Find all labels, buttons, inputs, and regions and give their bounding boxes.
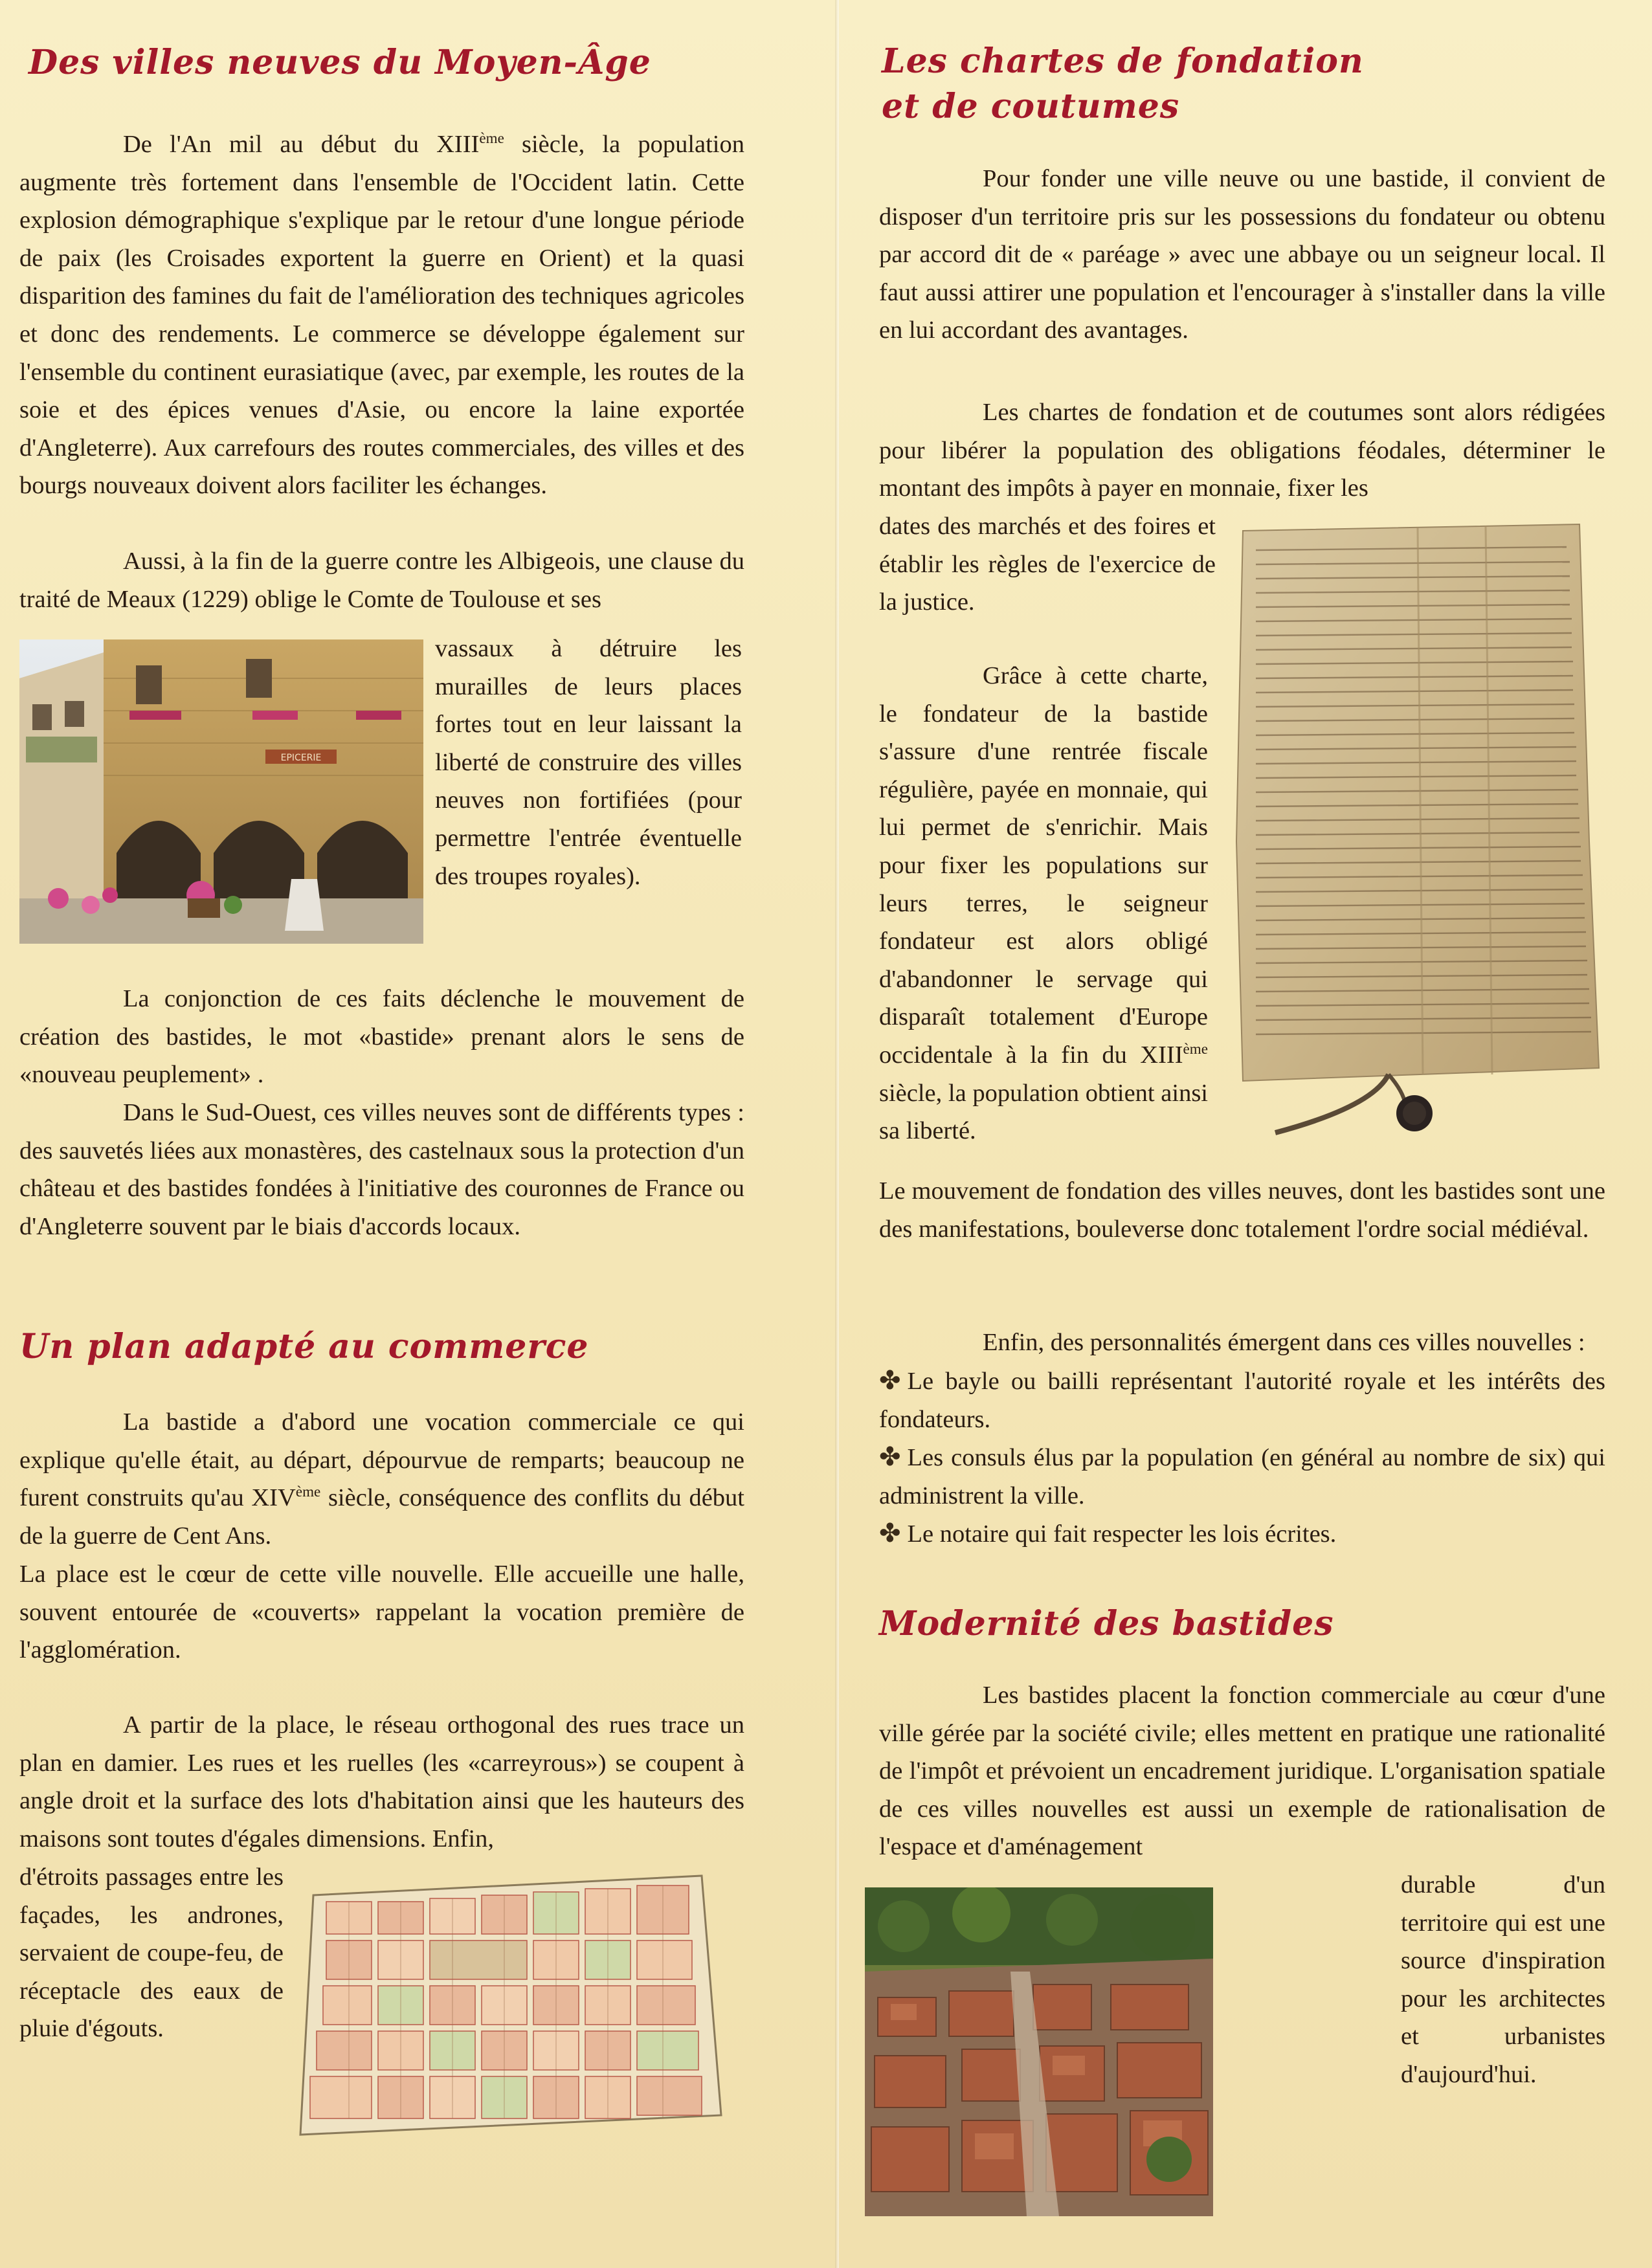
chartes-paragraph-3: Grâce à cette charte, le fondateur de la bastide s'assure d'une rentrée fiscale régulière, payée en monnaie, qui lui permet de s'enrichir. Mais pour fixer les populations sur leurs terres, le seigneur fondateur est alors obligé d'abandonner le servage qui disparaît totalement d'Europe occidentale à la fin du XIIIème siècle, la population obtient ainsi sa liberté.	[879, 662, 1208, 1145]
charter-parchment-image	[1217, 518, 1607, 1159]
chartes-paragraph-1: Pour fonder une ville neuve ou une bastide, il convient de disposer d'un territoire pris sur les possessions du fondateur ou obtenu par accord dit de « paréage » avec une abbaye ou un seigneur local. Il faut aussi attirer une population et l'encourager à s'installer dans la ville en lui accordant des avantages.	[879, 165, 1605, 344]
epicerie-sign: EPICERIE	[280, 753, 322, 763]
list-item: ✤ Le bayle ou bailli représentant l'autorité royale et les intérêts des fondateurs.	[879, 1362, 1605, 1438]
triskele-icon: ✤	[879, 1442, 901, 1472]
triskele-icon: ✤	[879, 1366, 901, 1395]
chartes-paragraph-2-wrap: dates des marchés et des foires et établir les règles de l'exercice de la justice.	[879, 513, 1216, 616]
plan-paragraph-1: La bastide a d'abord une vocation commerciale ce qui explique qu'elle était, au départ, dépourvue de remparts; beaucoup ne furent construits qu'au XIVème siècle, conséquence des conflits du début de la guerre de Cent Ans.	[19, 1408, 744, 1550]
modernite-paragraph-1: Les bastides placent la fonction commerciale au cœur d'une ville gérée par la société civile; elles mettent en pratique une rationalité de l'impôt et prévoient un encadrement juridique. L'organisation spatiale de ces villes nouvelles est aussi un exemple de rationalisation de l'espace et d'aménagement	[879, 1682, 1605, 1861]
section-title-plan: Un plan adapté au commerce	[19, 1327, 589, 1366]
chartes-paragraph-2: Les chartes de fondation et de coutumes sont alors rédigées pour libérer la population des obligations féodales, déterminer le montant des impôts à payer en monnaie, fixer les	[879, 399, 1605, 502]
bastide-cadastral-plan-map	[287, 1869, 728, 2141]
plan-paragraph-3: A partir de la place, le réseau orthogonal des rues trace un plan en damier. Les rues et les ruelles (les «carreyrous») se coupent à angle droit et la surface des lots d'habitation ainsi que les hauteurs des maisons sont toutes d'égales dimensions. Enfin,	[19, 1711, 744, 1852]
plan-paragraph-2: La place est le cœur de cette ville nouvelle. Elle accueille une halle, souvent entourée de «couverts» rappelant la vocation première de l'agglomération.	[19, 1561, 744, 1664]
villes-neuves-paragraph-3: La conjonction de ces faits déclenche le mouvement de création des bastides, le mot «bastide» prenant alors le sens de «nouveau peuplement» .	[19, 985, 744, 1089]
section-title-modernite: Modernité des bastides	[879, 1604, 1334, 1643]
section-title-villes-neuves: Des villes neuves du Moyen-Âge	[28, 43, 651, 82]
bastide-aerial-photo	[865, 1887, 1213, 2216]
chartes-paragraph-4: Le mouvement de fondation des villes neuves, dont les bastides sont une des manifestations, bouleverse donc totalement l'ordre social médiéval.	[879, 1177, 1605, 1243]
modernite-paragraph-1-wrap: durable d'un territoire qui est une source d'inspiration pour les architectes et urbanistes d'aujourd'hui.	[1401, 1871, 1605, 2088]
chartes-paragraph-5: Enfin, des personnalités émergent dans ces villes nouvelles :	[983, 1329, 1585, 1356]
villes-neuves-paragraph-1: De l'An mil au début du XIIIème siècle, la population augmente très fortement dans l'ensemble de l'Occident latin. Cette explosion démographique s'explique par le retour d'une longue période de paix (les Croisades exportent la guerre en Orient) et la quasi disparition des famines du fait de l'amélioration des techniques agricoles et donc des rendements. Le commerce se développe également sur l'ensemble du continent eurasiatique (avec, par exemple, les routes de la soie et des épices venues d'Asie, ou encore la laine exportée d'Angleterre). Aux carrefours des routes commerciales, des villes et des bourgs nouveaux doivent alors faciliter les échanges.	[19, 129, 744, 500]
list-item: ✤ Les consuls élus par la population (en général au nombre de six) qui administrent la ville.	[879, 1438, 1605, 1515]
right-panel	[839, 0, 1652, 2268]
villes-neuves-paragraph-4: Dans le Sud-Ouest, ces villes neuves sont de différents types : des sauvetés liées aux monastères, des castelnaux sous la protection d'un château et des bastides fondées à l'initiative des couronnes de France ou d'Angleterre souvent par le biais d'accords locaux.	[19, 1099, 744, 1240]
triskele-icon: ✤	[879, 1518, 901, 1548]
villes-neuves-paragraph-2-wrap: vassaux à détruire les murailles de leurs places fortes tout en leur laissant la liberté de construire des villes neuves non fortifiées (pour permettre l'entrée éventuelle des troupes royales).	[435, 635, 742, 890]
villes-neuves-paragraph-2: Aussi, à la fin de la guerre contre les Albigeois, une clause du traité de Meaux (1229) oblige le Comte de Toulouse et ses	[19, 548, 744, 613]
notables-list	[879, 1362, 1605, 1553]
bastide-arcades-photo	[19, 639, 423, 944]
plan-paragraph-3-wrap: d'étroits passages entre les façades, les andrones, servaient de coupe-feu, de réceptacle des eaux de pluie d'égouts.	[19, 1863, 284, 2043]
section-title-chartes: Les chartes de fondation et de coutumes	[882, 41, 1364, 126]
list-item: ✤ Le notaire qui fait respecter les lois écrites.	[879, 1515, 1605, 1553]
